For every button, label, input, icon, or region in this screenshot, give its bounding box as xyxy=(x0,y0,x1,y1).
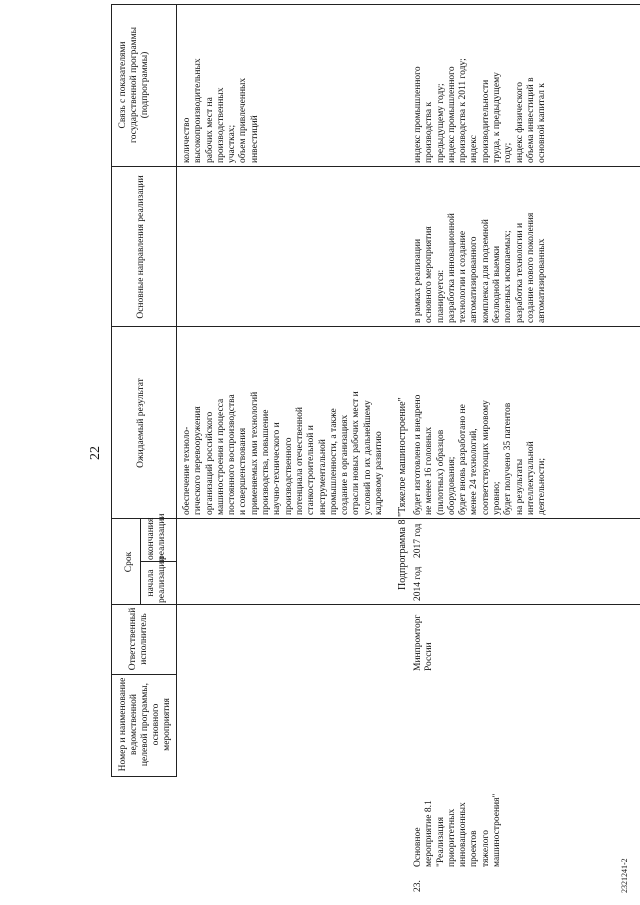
row-result: будет изготовлено и внедрено не менее 16 головных (пилотных) образцов оборудования; будет вновь разработано не менее 24 технологий, соответствующих мировому уровню; будет получено 35 патентов на результаты интеллектуальной деятельности; xyxy=(413,394,548,515)
row-number: 23. xyxy=(413,880,423,892)
page-number: 22 xyxy=(88,446,103,460)
col-divider-2 xyxy=(111,674,176,675)
subprogram-title: Подпрограмма 8 "Тяжелое машиностроение" xyxy=(397,397,408,590)
header-end: окончания реализации xyxy=(146,513,167,560)
col-divider-8 xyxy=(111,4,640,5)
header-result: Ожидаемый результат xyxy=(136,378,146,468)
col-divider-6 xyxy=(111,326,640,327)
header-executor: Ответственный исполнитель xyxy=(128,607,149,671)
header-bottom-border xyxy=(176,5,177,777)
header-number-name: Номер и наименование ведомственной целевой программы, основного мероприятия xyxy=(118,677,172,772)
header-link: Связь с показателями государственной программы (подпрограммы) xyxy=(118,27,150,143)
row-name: Основное мероприятие 8.1 "Реализация приоритетных инновационных проектов тяжелого машиностроения" xyxy=(413,793,503,867)
document-id: 2321241-2 xyxy=(620,858,629,893)
col-divider-5 xyxy=(111,518,640,519)
row-link: индекс промышленного производства к предыдущему году; индекс промышленного производства к 2011 году; индекс производительности труда, к предыдущему году; индекс физического объема инвестиций в основной капитал к xyxy=(413,58,548,163)
deadline-split-line xyxy=(140,519,141,605)
continued-link-cell: количество высокопроизводительных рабочих мест на производственных участках; объем привлеченных инвестиций xyxy=(182,58,260,163)
row-start: 2014 год xyxy=(413,566,423,601)
col-divider-3 xyxy=(111,604,640,605)
table-top-border xyxy=(111,5,112,777)
row-directions: в рамках реализации основного мероприятия планируется: разработка инновационной технологии и создание автоматизированного комплекса для подземной безлюдной выемки полезных ископаемых; разработка технологии и создание нового поколения автоматизированных xyxy=(413,212,548,323)
row-end: 2017 год xyxy=(413,523,423,558)
header-directions: Основные направления реализации xyxy=(136,175,146,319)
header-start: начала реализации xyxy=(146,556,167,603)
row-executor: Минпромторг России xyxy=(413,614,435,671)
col-divider-1 xyxy=(111,776,176,777)
continued-result-cell: обеспечение техноло- гического перевооружения организаций российского машиностроения и процесса постоянного воспроизводства и совершенствования применяемых ими технологий производства, повышение научно-технического и производственного потенциала отечественной станкостроительной и инструментальной промышленности, а также создание в организациях отрасли новых рабочих мест и условий по их дальнейшему кадровому развитию xyxy=(182,391,385,515)
col-divider-7 xyxy=(111,166,640,167)
header-deadline: Срок xyxy=(124,551,134,573)
